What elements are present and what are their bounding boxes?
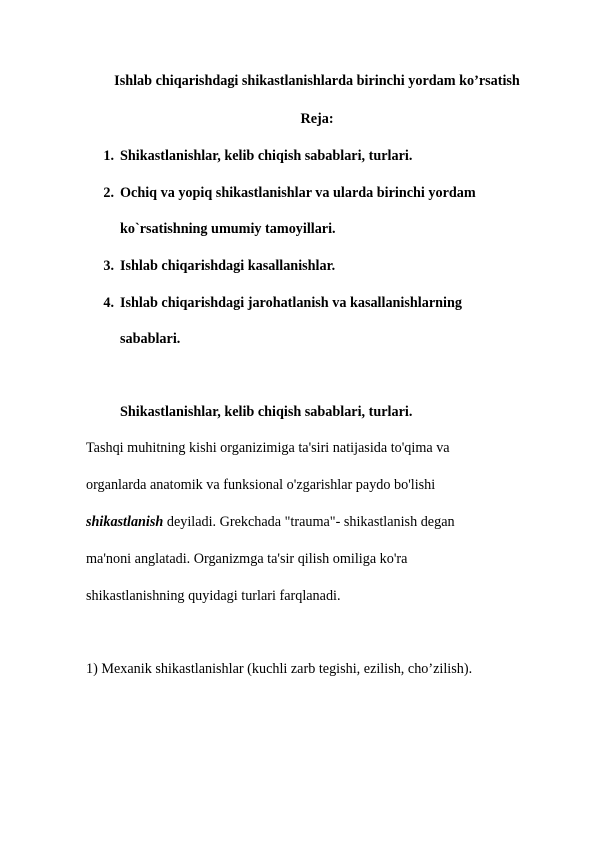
paragraph-line bbox=[86, 513, 455, 531]
paragraph-line-rest: deyiladi. Grekchada "trauma"- shikastlanish degan bbox=[163, 514, 455, 530]
plan-item-number: 1. bbox=[103, 148, 114, 164]
plan-heading: Reja: bbox=[300, 111, 334, 127]
plan-item-number: 3. bbox=[103, 258, 114, 274]
plan-item-text: sabablari. bbox=[120, 331, 181, 347]
plan-item-text: Ishlab chiqarishdagi jarohatlanish va kasallanishlarning bbox=[120, 295, 462, 311]
list-item: 1) Mexanik shikastlanishlar (kuchli zarb tegishi, ezilish, cho’zilish). bbox=[86, 661, 473, 677]
paragraph-line: ma'noni anglatadi. Organizmga ta'sir qilish omiliga ko'ra bbox=[86, 551, 408, 567]
plan-item-number: 4. bbox=[103, 295, 114, 311]
paragraph-line: Tashqi muhitning kishi organizimiga ta'siri natijasida to'qima va bbox=[86, 440, 450, 456]
plan-item-text: Shikastlanishlar, kelib chiqish sabablari, turlari. bbox=[120, 148, 413, 164]
paragraph-line: shikastlanishning quyidagi turlari farqlanadi. bbox=[86, 588, 341, 604]
document-title: Ishlab chiqarishdagi shikastlanishlarda birinchi yordam ko’rsatish bbox=[114, 73, 520, 89]
plan-item-text: Ochiq va yopiq shikastlanishlar va ularda birinchi yordam bbox=[120, 185, 476, 201]
plan-item-number: 2. bbox=[103, 185, 114, 201]
term-shikastlanish: shikastlanish bbox=[86, 514, 164, 530]
plan-item-text: Ishlab chiqarishdagi kasallanishlar. bbox=[120, 258, 336, 274]
paragraph-line: organlarda anatomik va funksional o'zgarishlar paydo bo'lishi bbox=[86, 477, 436, 493]
plan-item-text: ko`rsatishning umumiy tamoyillari. bbox=[120, 221, 336, 237]
section-heading: Shikastlanishlar, kelib chiqish sabablari, turlari. bbox=[120, 404, 413, 420]
